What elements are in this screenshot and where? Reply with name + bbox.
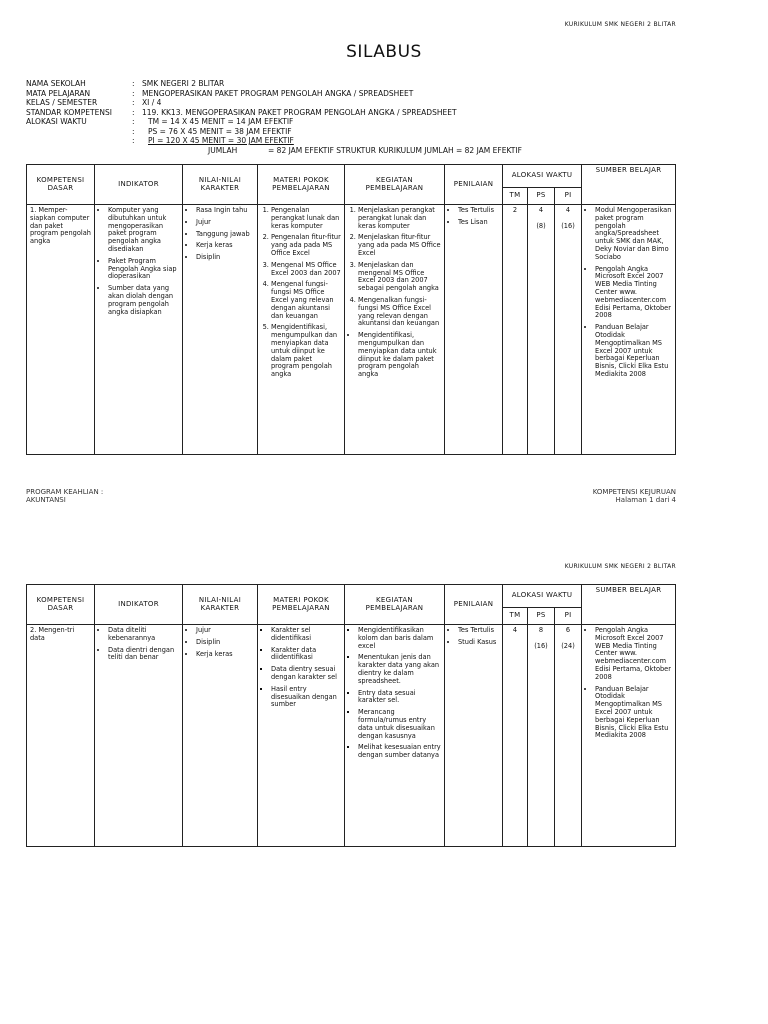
col-tm: TM bbox=[503, 608, 528, 625]
info-key: NAMA SEKOLAH bbox=[26, 79, 86, 88]
pi-hours: (24) bbox=[561, 641, 575, 650]
ps-hours: (16) bbox=[534, 641, 548, 650]
list-item: • Jujur bbox=[196, 219, 254, 227]
nilai-cell bbox=[183, 625, 258, 847]
list-item: • Komputer yang dibutuhkan untuk mengoperasikan paket program pengolah angka disediakan bbox=[108, 207, 179, 254]
col-nilai: NILAI-NILAI KARAKTER bbox=[183, 165, 258, 205]
indikator-cell bbox=[95, 625, 183, 847]
kd-cell: 2. Mengen-tri data bbox=[27, 625, 95, 847]
list-item: • Pengolah Angka Microsoft Excel 2007 WEB Media Tinting Center www. webmediacenter.com Edisi Pertama, Oktober 2008 bbox=[595, 266, 672, 321]
col-kegiatan: KEGIATAN PEMBELAJARAN bbox=[345, 165, 445, 205]
list-item: ▪ Melihat kesesuaian entry dengan sumber datanya bbox=[358, 744, 441, 760]
list-item: • Rasa Ingin tahu bbox=[196, 207, 254, 215]
list-item: • Modul Mengoperasikan paket program pengolah angka/Spreadsheet untuk SMK dan MAK, Deky Noviar dan Bimo Sociabo bbox=[595, 207, 672, 262]
ps-value: 8 bbox=[538, 626, 544, 634]
page-number: Halaman 1 dari 4 bbox=[615, 496, 676, 504]
footer-kompetensi bbox=[593, 488, 676, 504]
pi-cell bbox=[555, 205, 582, 455]
indikator-cell bbox=[95, 205, 183, 455]
alloc-ps: PS = 76 X 45 MENIT = 38 JAM EFEKTIF bbox=[148, 126, 292, 136]
pi-value: 6 bbox=[565, 626, 571, 634]
list-item: • Kerja keras bbox=[196, 242, 254, 250]
col-penilaian: PENILAIAN bbox=[445, 165, 503, 205]
nilai-cell bbox=[183, 205, 258, 455]
list-item: • Pengolah Angka Microsoft Excel 2007 WEB Media Tinting Center www. webmediacenter.com Edisi Pertama, Oktober 2008 bbox=[595, 627, 672, 682]
info-block: NAMA SEKOLAH : SMK NEGERI 2 BLITAR MATA PELAJARAN : MENGOPERASIKAN PAKET PROGRAM PENGOLAH ANGKA / SPREADSHEET KELAS / SEMESTER : XI / 4 STANDAR KOMPETENSI : 119. KK13. MENGOPERASIKAN PAKET PROGRAM PENGOLAH ANGKA / SPREADSHEET ALOKASI WAKTU : TM = 14 X 45 MENIT = 14 JAM EFEKTIF : PS = 76 X 45 MENIT = 38 JAM EFEKTIF : PI = 120 X 45 MENIT = 30 JAM EFEKTIF JUMLAH = 82 JAM EFEKTIF STRUKTUR KURIKULUM JUMLAH = 82 JAM EFEKTIF bbox=[26, 79, 522, 155]
list-item: 2. Pengenalan fitur-fitur yang ada pada MS Office Excel bbox=[271, 234, 341, 257]
list-item: 5. Mengidentifikasi, mengumpulkan dan menyiapkan data untuk diinput ke dalam paket program pengolah angka bbox=[271, 324, 341, 379]
list-item: • Paket Program Pengolah Angka siap dioperasikan bbox=[108, 258, 179, 281]
list-item: 3. Menjelaskan dan mengenal MS Office Excel 2003 dan 2007 sebagai pengolah angka bbox=[358, 262, 441, 293]
list-item: 2. Menjelaskan fitur-fitur yang ada pada MS Office Excel bbox=[358, 234, 441, 257]
col-indikator: INDIKATOR bbox=[95, 165, 183, 205]
col-kegiatan: KEGIATAN PEMBELAJARAN bbox=[345, 585, 445, 625]
ps-cell bbox=[528, 625, 555, 847]
list-item: • Tes Tertulis bbox=[458, 207, 499, 215]
list-item: • Tes Lisan bbox=[458, 219, 499, 227]
list-item: 1. Pengenalan perangkat lunak dan keras komputer bbox=[271, 207, 341, 230]
info-key: ALOKASI WAKTU bbox=[26, 117, 87, 126]
info-key: KELAS / SEMESTER bbox=[26, 98, 98, 107]
list-item: 1. Menjelaskan perangkat perangkat lunak dan keras komputer bbox=[358, 207, 441, 230]
col-sumber: SUMBER BELAJAR bbox=[582, 585, 676, 625]
list-item: • Studi Kasus bbox=[458, 639, 499, 647]
list-item: • Tanggung jawab bbox=[196, 231, 254, 239]
list-item: • Sumber data yang akan diolah dengan program pengolah angka disiapkan bbox=[108, 285, 179, 316]
col-pi: PI bbox=[555, 608, 582, 625]
program-value: AKUNTANSI bbox=[26, 496, 66, 504]
list-item: 4. Mengenal fungsi-fungsi MS Office Excel yang relevan dengan akuntansi dan keuangan bbox=[271, 281, 341, 320]
list-item: • Mengidentifikasi, mengumpulkan dan menyiapkan data untuk diinput ke dalam paket program pengolah angka bbox=[358, 332, 441, 379]
tm-cell: 2 bbox=[503, 205, 528, 455]
alloc-pi: PI = 120 X 45 MENIT = 30 JAM EFEKTIF bbox=[148, 136, 294, 145]
pi-hours: (16) bbox=[561, 221, 575, 230]
list-item: ▪ Menentukan jenis dan karakter data yang akan dientry ke dalam spreadsheet. bbox=[358, 654, 441, 685]
silabus-table-1 bbox=[26, 164, 676, 455]
penilaian-cell bbox=[445, 625, 503, 847]
kegiatan-cell bbox=[345, 205, 445, 455]
pi-value: 4 bbox=[565, 206, 571, 214]
col-pi: PI bbox=[555, 188, 582, 205]
jumlah-label: JUMLAH bbox=[208, 145, 238, 155]
col-penilaian: PENILAIAN bbox=[445, 585, 503, 625]
list-item: 4. Mengenalkan fungsi-fungsi MS Office Excel yang relevan dengan akuntansi dan keuangan bbox=[358, 297, 441, 328]
tm-cell: 4 bbox=[503, 625, 528, 847]
list-item: • Jujur bbox=[196, 627, 254, 635]
penilaian-cell bbox=[445, 205, 503, 455]
col-alokasi: ALOKASI WAKTU bbox=[503, 585, 582, 608]
list-item: ▪ Merancang formula/rumus entry data untuk disesuaikan dengan kasusnya bbox=[358, 709, 441, 740]
ps-value: 4 bbox=[538, 206, 544, 214]
info-key: STANDAR KOMPETENSI bbox=[26, 107, 112, 117]
list-item: ▪ Karakter sel didentifikasi bbox=[271, 627, 341, 643]
list-item: • Data dientri dengan teliti dan benar bbox=[108, 647, 179, 663]
sumber-cell bbox=[582, 205, 676, 455]
col-materi: MATERI POKOK PEMBELAJARAN bbox=[258, 165, 345, 205]
col-kompetensi: KOMPETENSI DASAR bbox=[27, 165, 95, 205]
col-sumber: SUMBER BELAJAR bbox=[582, 165, 676, 205]
list-item: • Data diteliti kebenarannya bbox=[108, 627, 179, 643]
col-indikator: INDIKATOR bbox=[95, 585, 183, 625]
list-item: 3. Mengenal MS Office Excel 2003 dan 2007 bbox=[271, 262, 341, 278]
kegiatan-cell bbox=[345, 625, 445, 847]
ps-hours: (8) bbox=[536, 221, 546, 230]
list-item: • Disiplin bbox=[196, 254, 254, 262]
list-item: ▪ Mengidentifikasikan kolom dan baris dalam excel bbox=[358, 627, 441, 650]
table-row bbox=[27, 625, 676, 847]
kompetensi-label: KOMPETENSI KEJURUAN bbox=[592, 488, 676, 496]
info-key: MATA PELAJARAN bbox=[26, 88, 91, 98]
footer-program bbox=[26, 488, 103, 504]
info-value: XI / 4 bbox=[142, 98, 162, 107]
col-alokasi: ALOKASI WAKTU bbox=[503, 165, 582, 188]
school-header: KURIKULUM SMK NEGERI 2 BLITAR bbox=[564, 21, 676, 28]
col-tm: TM bbox=[503, 188, 528, 205]
col-kompetensi: KOMPETENSI DASAR bbox=[27, 585, 95, 625]
kd-cell: 1. Memper-siapkan computer dan paket program pengolah angka bbox=[27, 205, 95, 455]
list-item: ▪ Entry data sesuai karakter sel. bbox=[358, 690, 441, 706]
list-item: • Kerja keras bbox=[196, 651, 254, 659]
sumber-cell bbox=[582, 625, 676, 847]
col-ps: PS bbox=[528, 188, 555, 205]
col-ps: PS bbox=[528, 608, 555, 625]
info-value: 119. KK13. MENGOPERASIKAN PAKET PROGRAM PENGOLAH ANGKA / SPREADSHEET bbox=[142, 107, 457, 117]
info-value: SMK NEGERI 2 BLITAR bbox=[142, 79, 225, 88]
program-label: PROGRAM KEAHLIAN : bbox=[26, 488, 104, 496]
list-item: ▪ Data dientry sesuai dengan karakter sel bbox=[271, 666, 341, 682]
ps-cell bbox=[528, 205, 555, 455]
list-item: ▪ Hasil entry disesuaikan dengan sumber bbox=[271, 686, 341, 709]
list-item: • Tes Tertulis bbox=[458, 627, 499, 635]
materi-cell bbox=[258, 625, 345, 847]
table-row bbox=[27, 205, 676, 455]
materi-cell bbox=[258, 205, 345, 455]
silabus-table-2 bbox=[26, 584, 676, 847]
list-item: • Panduan Belajar Otodidak Mengoptimalkan MS Excel 2007 untuk berbagai Keperluan Bisnis, Clicki Elka Estu Mediakita 2008 bbox=[595, 686, 672, 741]
info-value: TM = 14 X 45 MENIT = 14 JAM EFEKTIF bbox=[148, 117, 294, 126]
info-value: MENGOPERASIKAN PAKET PROGRAM PENGOLAH ANGKA / SPREADSHEET bbox=[142, 88, 414, 98]
list-item: ▪ Karakter data diidentifikasi bbox=[271, 647, 341, 663]
pi-cell bbox=[555, 625, 582, 847]
col-materi: MATERI POKOK PEMBELAJARAN bbox=[258, 585, 345, 625]
col-nilai: NILAI-NILAI KARAKTER bbox=[183, 585, 258, 625]
list-item: • Disiplin bbox=[196, 639, 254, 647]
school-header-2: KURIKULUM SMK NEGERI 2 BLITAR bbox=[564, 563, 676, 570]
jumlah-value: = 82 JAM EFEKTIF STRUKTUR KURIKULUM JUMLAH = 82 JAM EFEKTIF bbox=[268, 145, 522, 155]
list-item: • Panduan Belajar Otodidak Mengoptimalkan MS Excel 2007 untuk berbagai Keperluan Bisnis, Clicki Elka Estu Mediakita 2008 bbox=[595, 324, 672, 379]
page-title: SILABUS bbox=[346, 42, 422, 62]
